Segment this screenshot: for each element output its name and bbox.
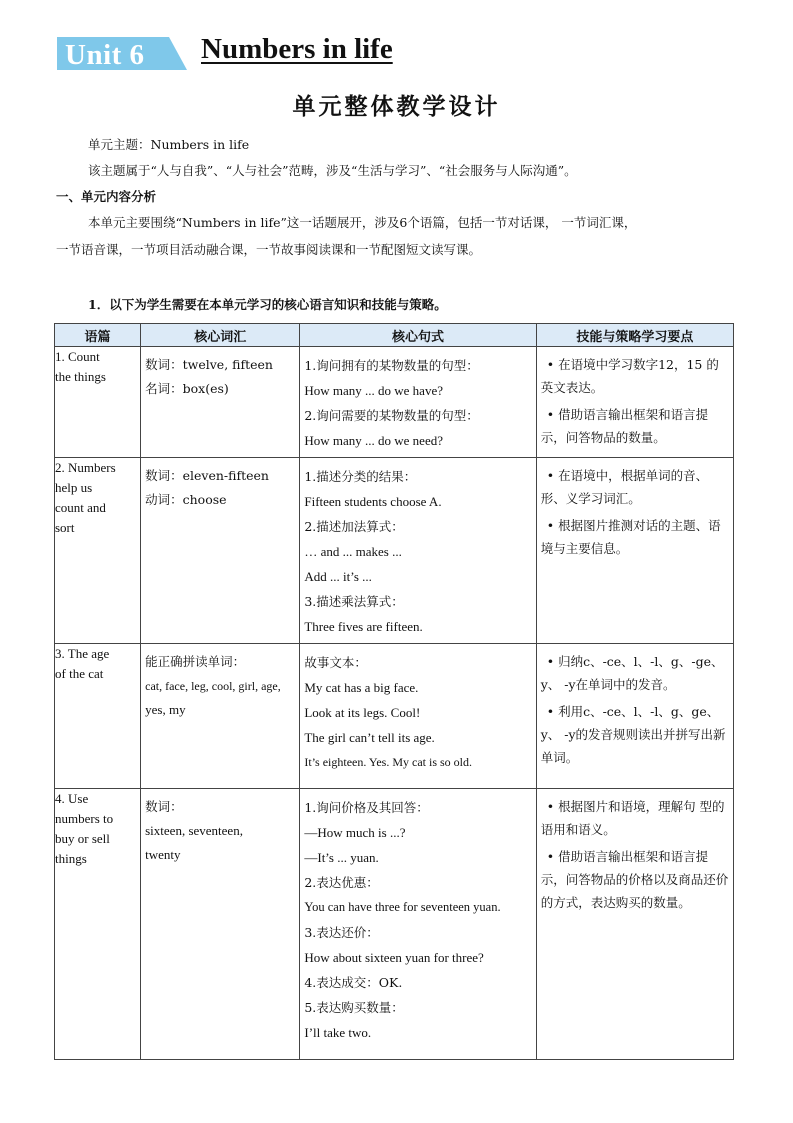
sentence-cell: 1.询问价格及其回答： —How much is ...? —It’s ... yuan. 2.表达优惠： You can have three for seventeen yuan. 3.表达还价： How about sixteen yuan for three? 4.表达成交：OK. 5.表达购买数量： I’ll take two.: [300, 789, 536, 1060]
skills-cell: • 在语境中，根据单词的音、 形、义学习词汇。 • 根据图片推测对话的主题、语境与主要信息。: [536, 458, 733, 644]
sentence-cell: 故事文本： My cat has a big face. Look at its legs. Cool! The girl can’t tell its age. It’s eighteen. Yes. My cat is so old.: [300, 644, 536, 789]
unit-label: Unit 6: [65, 39, 145, 71]
topic-cell: 1. Count the things: [55, 347, 141, 458]
sentence-cell: 1.询问拥有的某物数量的句型： How many ... do we have? 2.询问需要的某物数量的句型： How many ... do we need?: [300, 347, 536, 458]
table-row: [55, 458, 734, 644]
content-analysis-line-2: 一节语音课，一节项目活动融合课，一节故事阅读课和一节配图短文读写课。: [56, 242, 482, 257]
column-header: 技能与策略学习要点: [536, 324, 733, 347]
table-row: [55, 789, 734, 1060]
skills-cell: • 归纳c、-ce、l、-l、g、-ge、y、 -y在单词中的发音。 • 利用c、-ce、l、-l、g、ge、y、 -y的发音规则读出并拼写出新单词。: [536, 644, 733, 789]
section-heading: 一、单元内容分析: [56, 189, 157, 204]
theme-scope-line: 该主题属于“人与自我”、“人与社会”范畴，涉及“生活与学习”、“社会服务与人际沟通”。: [88, 163, 577, 178]
topic-cell: 3. The age of the cat: [55, 644, 141, 789]
sentence-cell: 1.描述分类的结果： Fifteen students choose A. 2.描述加法算式： … and ... makes ... Add ... it’s ... 3.描述乘法算式： Three fives are fifteen.: [300, 458, 536, 644]
vocab-cell: 能正确拼读单词： cat, face, leg, cool, girl, age, yes, my: [141, 644, 300, 789]
column-header: 核心句式: [300, 324, 536, 347]
skills-cell: • 在语境中学习数字12，15 的英文表达。 • 借助语言输出框架和语言提示，问答物品的数量。: [536, 347, 733, 458]
table-row: [55, 347, 734, 458]
vocab-cell: 数词： sixteen, seventeen, twenty: [141, 789, 300, 1060]
table-row: [55, 644, 734, 789]
topic-cell: 2. Numbers help us count and sort: [55, 458, 141, 644]
table-caption: 1．以下为学生需要在本单元学习的核心语言知识和技能与策略。: [88, 297, 447, 312]
core-knowledge-table: [54, 323, 734, 1060]
column-header: 核心词汇: [141, 324, 300, 347]
vocab-cell: 数词：eleven-fifteen 动词：choose: [141, 458, 300, 644]
unit-theme-line: 单元主题：Numbers in life: [88, 137, 250, 152]
unit-title: Numbers in life: [201, 33, 393, 65]
document-title: 单元整体教学设计: [292, 93, 501, 120]
topic-cell: 4. Use numbers to buy or sell things: [55, 789, 141, 1060]
skills-cell: • 根据图片和语境，理解句 型的语用和语义。 • 借助语言输出框架和语言提示，问答物品的价格以及商品还价的方式，表达购买的数量。: [536, 789, 733, 1060]
table-header-row: [55, 324, 734, 347]
content-analysis-line-1: 本单元主要围绕“Numbers in life”这一话题展开，涉及6个语篇，包括一节对话课， 一节词汇课，: [88, 215, 637, 230]
unit-badge: [57, 37, 187, 70]
column-header: 语篇: [55, 324, 141, 347]
vocab-cell: 数词：twelve, fifteen 名词：box(es): [141, 347, 300, 458]
